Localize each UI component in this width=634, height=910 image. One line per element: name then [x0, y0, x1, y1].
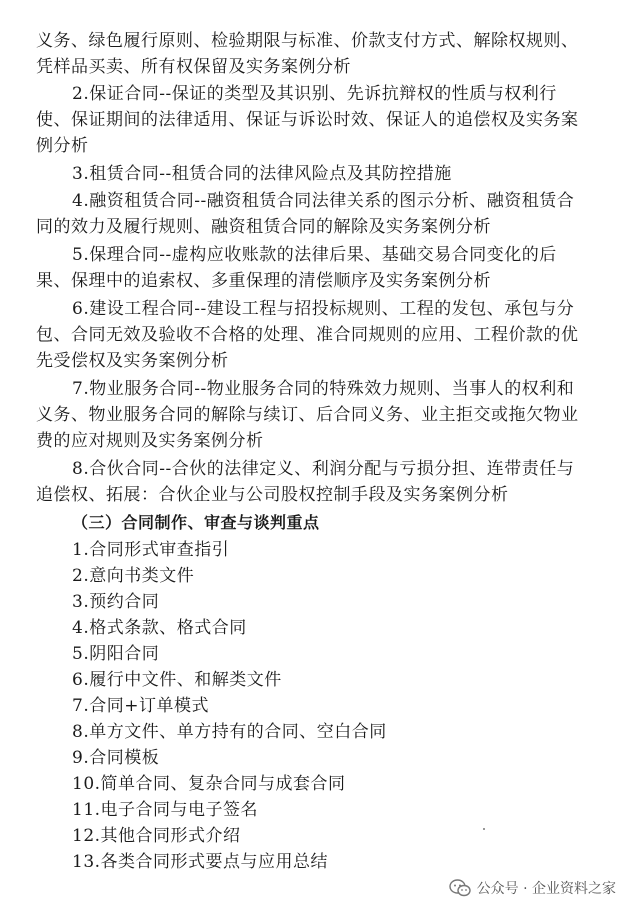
text-line: 4.融资租赁合同--融资租赁合同法律关系的图示分析、融资租赁合: [72, 191, 575, 211]
text-line: 追偿权、拓展：合伙企业与公司股权控制手段及实务案例分析: [36, 485, 509, 505]
text-line: 6.建设工程合同--建设工程与招投标规则、工程的发包、承包与分: [72, 299, 575, 319]
text-line: 义务、绿色履行原则、检验期限与标准、价款支付方式、解除权规则、: [36, 31, 579, 51]
watermark-text: 公众号 · 企业资料之家: [476, 881, 616, 897]
list-item: 2.意向书类文件: [72, 566, 195, 586]
watermark: [445, 876, 620, 900]
list-item: 9.合同模板: [72, 748, 160, 768]
wechat-icon: [449, 879, 471, 897]
list-item: 1.合同形式审查指引: [72, 540, 230, 560]
text-line: 使、保证期间的法律适用、保证与诉讼时效、保证人的追偿权及实务案: [36, 110, 579, 130]
list-item: 10.简单合同、复杂合同与成套合同: [72, 774, 346, 794]
text-line: 7.物业服务合同--物业服务合同的特殊效力规则、当事人的权利和: [72, 379, 575, 399]
list-item: 11.电子合同与电子签名: [72, 800, 259, 820]
text-line: 义务、物业服务合同的解除与续订、后合同义务、业主拒交或拖欠物业: [36, 405, 579, 425]
text-line: 同的效力及履行规则、融资租赁合同的解除及实务案例分析: [36, 217, 491, 237]
text-line: 先受偿权及实务案例分析: [36, 351, 229, 371]
text-line: 凭样品买卖、所有权保留及实务案例分析: [36, 57, 351, 77]
list-item: 8.单方文件、单方持有的合同、空白合同: [72, 722, 387, 742]
text-line: 5.保理合同--虚构应收账款的法律后果、基础交易合同变化的后: [72, 245, 557, 265]
list-item: 3.预约合同: [72, 592, 160, 612]
text-line: 包、合同无效及验收不合格的处理、准合同规则的应用、工程价款的优: [36, 325, 579, 345]
list-item: 7.合同+订单模式: [72, 696, 209, 716]
list-item: 12.其他合同形式介绍: [72, 826, 241, 846]
text-line: 8.合伙合同--合伙的法律定义、利润分配与亏损分担、连带责任与: [72, 459, 575, 479]
text-line: 2.保证合同--保证的类型及其识别、先诉抗辩权的性质与权利行: [72, 84, 557, 104]
text-line: 3.租赁合同--租赁合同的法律风险点及其防控措施: [72, 164, 452, 184]
speck: [483, 828, 485, 830]
list-item: 5.阴阳合同: [72, 644, 160, 664]
list-item: 6.履行中文件、和解类文件: [72, 670, 282, 690]
list-item: 4.格式条款、格式合同: [72, 618, 247, 638]
text-line: 费的应对规则及实务案例分析: [36, 431, 264, 451]
list-item: 13.各类合同形式要点与应用总结: [72, 852, 329, 872]
section-heading: （三）合同制作、审查与谈判重点: [72, 513, 320, 532]
text-line: 例分析: [36, 136, 89, 156]
text-line: 果、保理中的追索权、多重保理的清偿顺序及实务案例分析: [36, 271, 491, 291]
